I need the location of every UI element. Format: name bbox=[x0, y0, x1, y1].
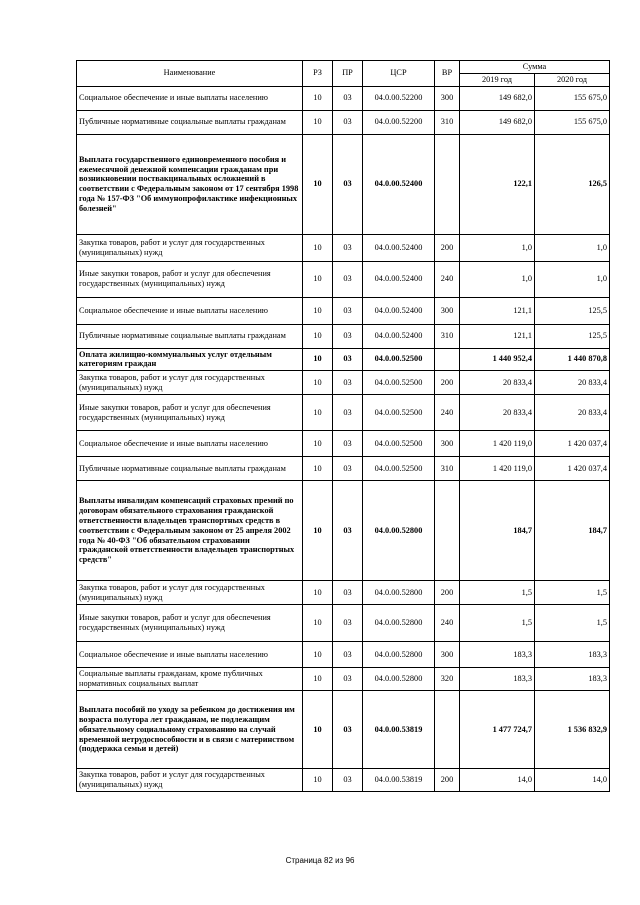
table-row bbox=[77, 297, 610, 324]
row-name: Социальное обеспечение и иные выплаты населению bbox=[77, 642, 303, 668]
row-csr: 04.0.00.52800 bbox=[363, 605, 435, 642]
row-csr: 04.0.00.52500 bbox=[363, 457, 435, 481]
row-csr: 04.0.00.52400 bbox=[363, 134, 435, 234]
header-year-2019: 2019 год bbox=[460, 73, 535, 86]
table-row bbox=[77, 431, 610, 457]
row-amount-2020: 20 833,4 bbox=[535, 395, 610, 431]
row-csr: 04.0.00.52200 bbox=[363, 86, 435, 110]
row-pr: 03 bbox=[333, 371, 363, 395]
table-row bbox=[77, 668, 610, 691]
row-vr: 310 bbox=[435, 457, 460, 481]
row-amount-2020: 155 675,0 bbox=[535, 86, 610, 110]
row-amount-2020: 1 420 037,4 bbox=[535, 431, 610, 457]
row-vr: 240 bbox=[435, 261, 460, 297]
row-rz: 10 bbox=[303, 134, 333, 234]
row-amount-2020: 1,0 bbox=[535, 234, 610, 261]
table-body bbox=[77, 86, 610, 791]
row-amount-2019: 1,5 bbox=[460, 581, 535, 605]
row-name: Иные закупки товаров, работ и услуг для обеспечения государственных (муниципальных) нужд bbox=[77, 395, 303, 431]
header-rz: РЗ bbox=[303, 61, 333, 87]
row-amount-2019: 184,7 bbox=[460, 481, 535, 581]
row-pr: 03 bbox=[333, 348, 363, 371]
row-name: Социальное обеспечение и иные выплаты населению bbox=[77, 297, 303, 324]
row-name: Иные закупки товаров, работ и услуг для обеспечения государственных (муниципальных) нужд bbox=[77, 605, 303, 642]
row-amount-2019: 1 420 119,0 bbox=[460, 457, 535, 481]
row-csr: 04.0.00.52800 bbox=[363, 581, 435, 605]
row-vr: 300 bbox=[435, 86, 460, 110]
row-name: Выплата пособий по уходу за ребенком до достижения им возраста полутора лет гражданам, не подлежащим обязательному социальному страхованию на случай временной нетрудоспособности и в связи с материнством (поддержка семьи и детей) bbox=[77, 691, 303, 769]
row-amount-2020: 1 420 037,4 bbox=[535, 457, 610, 481]
row-csr: 04.0.00.52500 bbox=[363, 431, 435, 457]
table-row bbox=[77, 691, 610, 769]
row-name: Публичные нормативные социальные выплаты гражданам bbox=[77, 110, 303, 134]
row-vr bbox=[435, 691, 460, 769]
row-vr: 310 bbox=[435, 110, 460, 134]
row-pr: 03 bbox=[333, 431, 363, 457]
table-row bbox=[77, 642, 610, 668]
row-pr: 03 bbox=[333, 324, 363, 348]
header-name: Наименование bbox=[77, 61, 303, 87]
table-row bbox=[77, 605, 610, 642]
row-amount-2019: 1,5 bbox=[460, 605, 535, 642]
row-pr: 03 bbox=[333, 110, 363, 134]
row-amount-2020: 14,0 bbox=[535, 769, 610, 792]
row-amount-2019: 183,3 bbox=[460, 668, 535, 691]
row-vr bbox=[435, 348, 460, 371]
row-rz: 10 bbox=[303, 324, 333, 348]
row-csr: 04.0.00.52800 bbox=[363, 668, 435, 691]
row-vr bbox=[435, 481, 460, 581]
row-amount-2019: 1,0 bbox=[460, 261, 535, 297]
row-amount-2019: 183,3 bbox=[460, 642, 535, 668]
row-amount-2019: 1 440 952,4 bbox=[460, 348, 535, 371]
row-rz: 10 bbox=[303, 234, 333, 261]
header-sum: Сумма bbox=[460, 61, 610, 74]
row-vr: 200 bbox=[435, 769, 460, 792]
row-csr: 04.0.00.52200 bbox=[363, 110, 435, 134]
row-rz: 10 bbox=[303, 110, 333, 134]
row-amount-2019: 149 682,0 bbox=[460, 110, 535, 134]
row-vr: 310 bbox=[435, 324, 460, 348]
row-vr: 240 bbox=[435, 605, 460, 642]
row-amount-2019: 122,1 bbox=[460, 134, 535, 234]
row-amount-2020: 1,0 bbox=[535, 261, 610, 297]
table-row bbox=[77, 86, 610, 110]
row-csr: 04.0.00.52400 bbox=[363, 297, 435, 324]
table-row bbox=[77, 110, 610, 134]
row-amount-2019: 14,0 bbox=[460, 769, 535, 792]
row-name: Закупка товаров, работ и услуг для государственных (муниципальных) нужд bbox=[77, 371, 303, 395]
row-name: Выплата государственного единовременного пособия и ежемесячной денежной компенсации гражданам при возникновении поствакцинальных осложнений в соответствии с Федеральным законом от 17 сентября 1998 года № 157-ФЗ "Об иммунопрофилактике инфекционных болезней" bbox=[77, 134, 303, 234]
row-rz: 10 bbox=[303, 642, 333, 668]
row-rz: 10 bbox=[303, 481, 333, 581]
row-vr: 200 bbox=[435, 371, 460, 395]
row-csr: 04.0.00.52800 bbox=[363, 481, 435, 581]
row-vr: 200 bbox=[435, 234, 460, 261]
page-number: Страница 82 из 96 bbox=[285, 856, 355, 865]
row-name: Оплата жилищно-коммунальных услуг отдельным категориям граждан bbox=[77, 348, 303, 371]
row-amount-2019: 1 420 119,0 bbox=[460, 431, 535, 457]
row-rz: 10 bbox=[303, 348, 333, 371]
row-csr: 04.0.00.52400 bbox=[363, 234, 435, 261]
row-amount-2020: 1 440 870,8 bbox=[535, 348, 610, 371]
table-row bbox=[77, 261, 610, 297]
table-row bbox=[77, 324, 610, 348]
row-vr: 200 bbox=[435, 581, 460, 605]
row-pr: 03 bbox=[333, 581, 363, 605]
row-pr: 03 bbox=[333, 134, 363, 234]
row-csr: 04.0.00.52500 bbox=[363, 371, 435, 395]
row-name: Закупка товаров, работ и услуг для государственных (муниципальных) нужд bbox=[77, 581, 303, 605]
row-pr: 03 bbox=[333, 395, 363, 431]
row-vr: 240 bbox=[435, 395, 460, 431]
row-rz: 10 bbox=[303, 605, 333, 642]
row-rz: 10 bbox=[303, 457, 333, 481]
row-amount-2020: 20 833,4 bbox=[535, 371, 610, 395]
row-name: Выплаты инвалидам компенсаций страховых премий по договорам обязательного страхования гражданской ответственности владельцев транспортных средств в соответствии с Федеральным законом от 25 апреля 2002 года № 40-ФЗ "Об обязательном страховании гражданской ответственности владельцев транспортных средств" bbox=[77, 481, 303, 581]
row-amount-2019: 1,0 bbox=[460, 234, 535, 261]
row-rz: 10 bbox=[303, 395, 333, 431]
row-pr: 03 bbox=[333, 297, 363, 324]
row-csr: 04.0.00.52400 bbox=[363, 324, 435, 348]
row-amount-2019: 20 833,4 bbox=[460, 395, 535, 431]
header-vr: ВР bbox=[435, 61, 460, 87]
row-name: Публичные нормативные социальные выплаты гражданам bbox=[77, 324, 303, 348]
row-name: Публичные нормативные социальные выплаты гражданам bbox=[77, 457, 303, 481]
row-vr bbox=[435, 134, 460, 234]
row-pr: 03 bbox=[333, 642, 363, 668]
row-amount-2019: 1 477 724,7 bbox=[460, 691, 535, 769]
row-rz: 10 bbox=[303, 261, 333, 297]
row-amount-2019: 121,1 bbox=[460, 297, 535, 324]
row-pr: 03 bbox=[333, 668, 363, 691]
row-pr: 03 bbox=[333, 234, 363, 261]
row-csr: 04.0.00.53819 bbox=[363, 691, 435, 769]
row-amount-2020: 183,3 bbox=[535, 668, 610, 691]
table-row bbox=[77, 395, 610, 431]
table-row bbox=[77, 457, 610, 481]
row-rz: 10 bbox=[303, 431, 333, 457]
row-pr: 03 bbox=[333, 261, 363, 297]
row-csr: 04.0.00.53819 bbox=[363, 769, 435, 792]
row-pr: 03 bbox=[333, 457, 363, 481]
row-amount-2020: 1 536 832,9 bbox=[535, 691, 610, 769]
row-amount-2019: 121,1 bbox=[460, 324, 535, 348]
row-rz: 10 bbox=[303, 86, 333, 110]
row-name: Социальные выплаты гражданам, кроме публичных нормативных социальных выплат bbox=[77, 668, 303, 691]
row-rz: 10 bbox=[303, 691, 333, 769]
row-name: Закупка товаров, работ и услуг для государственных (муниципальных) нужд bbox=[77, 234, 303, 261]
row-amount-2020: 126,5 bbox=[535, 134, 610, 234]
row-amount-2020: 1,5 bbox=[535, 605, 610, 642]
table-row bbox=[77, 134, 610, 234]
row-amount-2020: 1,5 bbox=[535, 581, 610, 605]
row-vr: 300 bbox=[435, 297, 460, 324]
row-pr: 03 bbox=[333, 605, 363, 642]
row-amount-2019: 20 833,4 bbox=[460, 371, 535, 395]
row-pr: 03 bbox=[333, 481, 363, 581]
row-name: Социальное обеспечение и иные выплаты населению bbox=[77, 431, 303, 457]
row-csr: 04.0.00.52500 bbox=[363, 395, 435, 431]
row-csr: 04.0.00.52800 bbox=[363, 642, 435, 668]
row-vr: 300 bbox=[435, 642, 460, 668]
table-row bbox=[77, 371, 610, 395]
row-name: Закупка товаров, работ и услуг для государственных (муниципальных) нужд bbox=[77, 769, 303, 792]
row-rz: 10 bbox=[303, 581, 333, 605]
table-row bbox=[77, 234, 610, 261]
row-name: Иные закупки товаров, работ и услуг для обеспечения государственных (муниципальных) нужд bbox=[77, 261, 303, 297]
row-vr: 320 bbox=[435, 668, 460, 691]
row-rz: 10 bbox=[303, 769, 333, 792]
header-year-2020: 2020 год bbox=[535, 73, 610, 86]
row-pr: 03 bbox=[333, 691, 363, 769]
row-csr: 04.0.00.52400 bbox=[363, 261, 435, 297]
row-pr: 03 bbox=[333, 86, 363, 110]
table-row bbox=[77, 348, 610, 371]
row-amount-2019: 149 682,0 bbox=[460, 86, 535, 110]
row-rz: 10 bbox=[303, 371, 333, 395]
row-name: Социальное обеспечение и иные выплаты населению bbox=[77, 86, 303, 110]
row-rz: 10 bbox=[303, 297, 333, 324]
row-amount-2020: 125,5 bbox=[535, 297, 610, 324]
row-amount-2020: 183,3 bbox=[535, 642, 610, 668]
row-vr: 300 bbox=[435, 431, 460, 457]
row-amount-2020: 184,7 bbox=[535, 481, 610, 581]
budget-table bbox=[76, 60, 610, 792]
header-pr: ПР bbox=[333, 61, 363, 87]
row-amount-2020: 155 675,0 bbox=[535, 110, 610, 134]
row-rz: 10 bbox=[303, 668, 333, 691]
row-pr: 03 bbox=[333, 769, 363, 792]
row-amount-2020: 125,5 bbox=[535, 324, 610, 348]
header-csr: ЦСР bbox=[363, 61, 435, 87]
table-row bbox=[77, 481, 610, 581]
table-row bbox=[77, 581, 610, 605]
row-csr: 04.0.00.52500 bbox=[363, 348, 435, 371]
table-row bbox=[77, 769, 610, 792]
